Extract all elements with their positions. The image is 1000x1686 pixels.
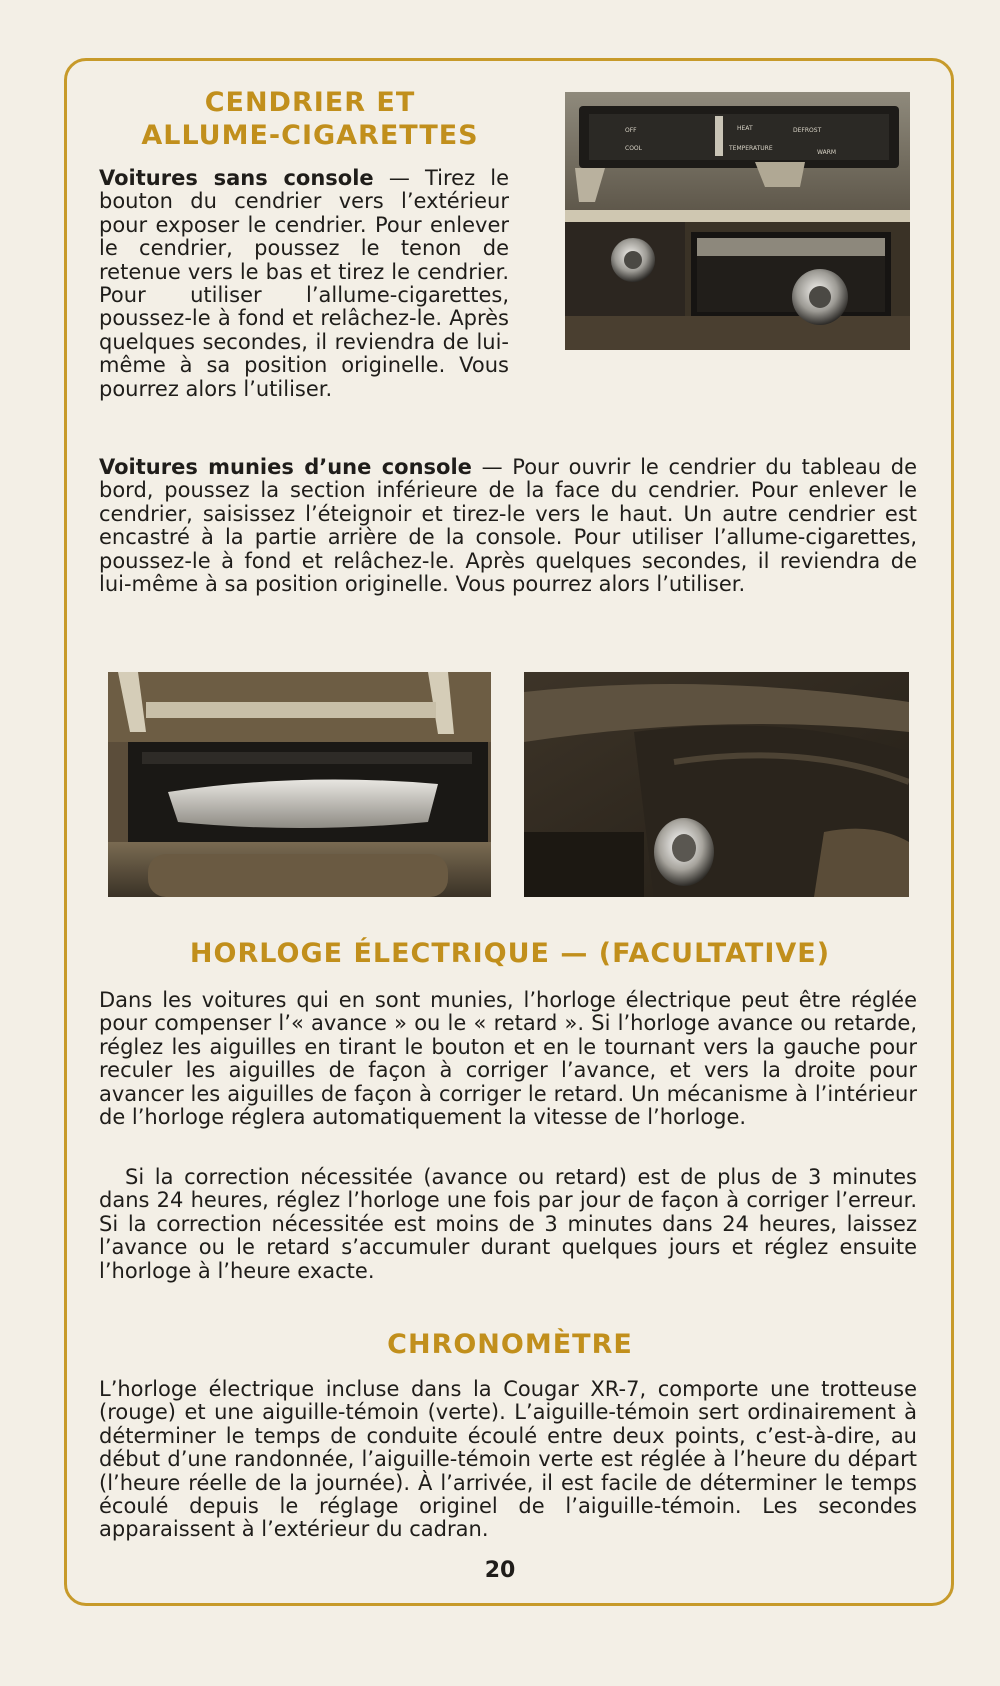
photo-dashboard-ashtray [565, 92, 910, 350]
paragraph-clock-2: Si la correction nécessitée (avance ou retard) est de plus de 3 minutes dans 24 heures, réglez l’horloge une fois par jour de façon à corriger l’erreur. Si la correction nécessitée est moins de 3 minutes dans 24 heures, laissez l’avance ou le retard s’accumuler durant quelques jours et réglez ensuite l’horloge à l’heure exacte. [99, 1165, 917, 1283]
title-line-2: ALLUME-CIGARETTES [141, 120, 479, 151]
page-number: 20 [484, 1558, 516, 1583]
photo-console-lighter [524, 672, 909, 897]
label-cool: COOL [625, 145, 642, 152]
section-title-clock: HORLOGE ÉLECTRIQUE — (FACULTATIVE) [189, 938, 831, 969]
section-title-ashtray [130, 86, 490, 152]
label-warm: WARM [817, 149, 837, 156]
text-no-console: — Tirez le bouton du cendrier vers l’extérieur pour exposer le cendrier. Pour enlever le cendrier, poussez le tenon de retenue vers le bas et tirez le cendrier. Pour utiliser l’allume-cigarettes, poussez-le à fond et relâchez-le. Après quelques secondes, il reviendra de lui-même à sa position originelle. Vous pourrez alors l’utiliser. [99, 166, 509, 401]
label-off: OFF [625, 127, 637, 134]
label-defrost: DEFROST [793, 127, 822, 134]
label-heat: HEAT [737, 125, 753, 132]
paragraph-chronometer: L’horloge électrique incluse dans la Cougar XR-7, comporte une trotteuse (rouge) et une aiguille-témoin (verte). L’aiguille-témoin sert ordinairement à déterminer le temps de conduite écoulé entre deux points, c’est-à-dire, au début d’une randonnée, l’aiguille-témoin verte est réglée à l’heure du départ (l’heure réelle de la journée). À l’arrivée, il est facile de déterminer le temps écoulé depuis le réglage originel de l’aiguille-témoin. Les secondes apparaissent à l’extérieur du cadran. [99, 1377, 917, 1542]
label-temperature: TEMPERATURE [729, 145, 773, 152]
lead-with-console: Voitures munies d’une console [99, 455, 472, 479]
section-title-chronometer: CHRONOMÈTRE [387, 1329, 633, 1360]
paragraph-with-console [99, 456, 917, 596]
lead-no-console: Voitures sans console [99, 166, 374, 190]
title-line-1: CENDRIER ET [204, 87, 416, 118]
paragraph-clock-1: Dans les voitures qui en sont munies, l’horloge électrique peut être réglée pour compenser l’« avance » ou le « retard ». Si l’horloge avance ou retarde, réglez les aiguilles en tirant le bouton et en le tournant vers la gauche pour reculer les aiguilles de façon à corriger l’avance, et vers la droite pour avancer les aiguilles de façon à corriger le retard. Un mécanisme à l’intérieur de l’horloge réglera automatiquement la vitesse de l’horloge. [99, 988, 917, 1130]
paragraph-no-console [99, 167, 509, 401]
photo-console-ashtray [108, 672, 491, 897]
text-with-console: — Pour ouvrir le cendrier du tableau de bord, poussez la section inférieure de la face du cendrier. Pour enlever le cendrier, saisissez l’éteignoir et tirez-le vers le haut. Un autre cendrier est encastré à la partie arrière de la console. Pour utiliser l’allume-cigarettes, poussez-le à fond et relâchez-le. Après quelques secondes, il reviendra de lui-même à sa position originelle. Vous pourrez alors l’utiliser. [99, 455, 917, 597]
